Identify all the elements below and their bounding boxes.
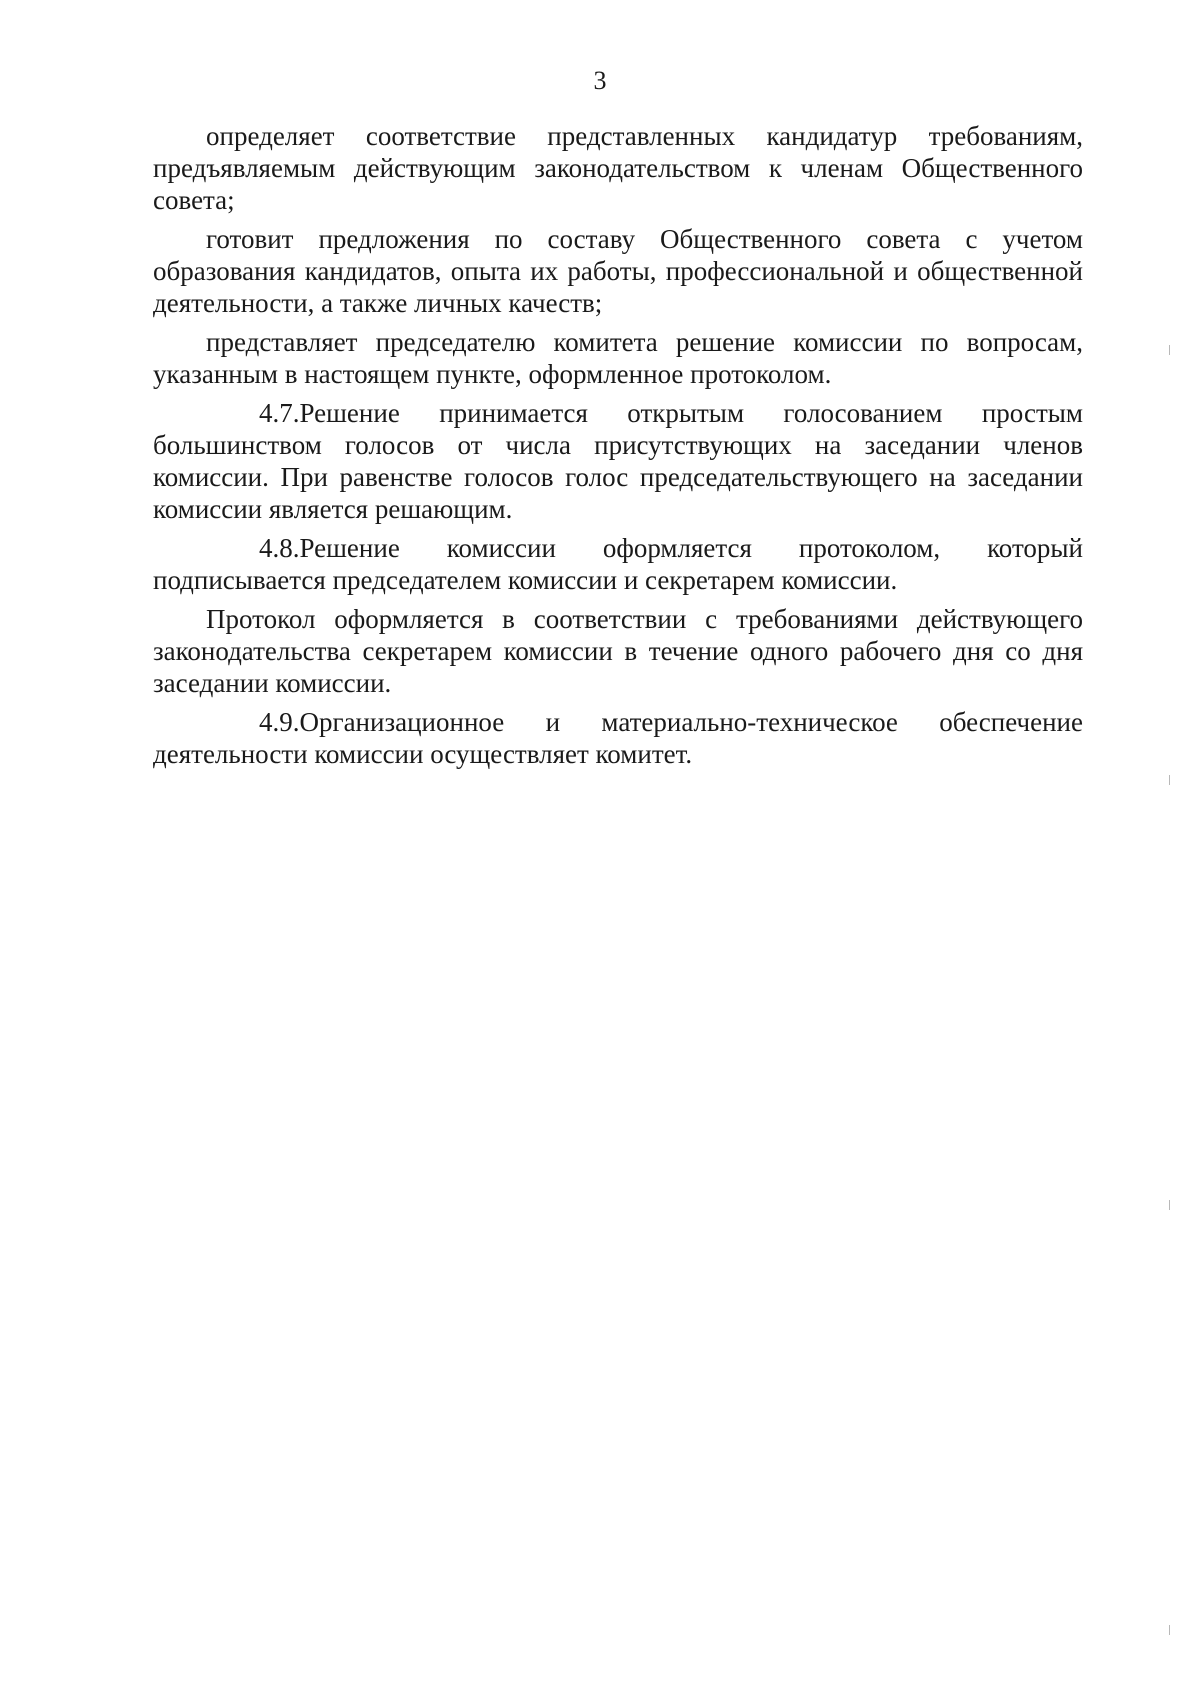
numbered-paragraph — [153, 532, 1083, 596]
clause-number: 4.8. — [259, 533, 300, 563]
paragraph — [153, 603, 1083, 699]
numbered-paragraph — [153, 397, 1083, 525]
page-number: 3 — [593, 66, 607, 95]
paragraph-text: Решение принимается открытым голосованием простым большинством голосов от числа присутствующих на заседании членов комиссии. При равенстве голосов голос председательствующего на заседании комиссии является решающим. — [153, 398, 1083, 524]
paragraph-text: Решение комиссии оформляется протоколом, который подписывается председателем комиссии и секретарем комиссии. — [153, 533, 1083, 595]
paragraph-text: определяет соответствие представленных кандидатур требованиям, предъявляемым действующим законодательством к членам Общественного совета; — [153, 121, 1083, 215]
numbered-paragraph — [153, 706, 1083, 770]
paragraph-text: готовит предложения по составу Общественного совета с учетом образования кандидатов, опыта их работы, профессиональной и общественной деятельности, а также личных качеств; — [153, 224, 1083, 318]
paragraph-text: представляет председателю комитета решение комиссии по вопросам, указанным в настоящем пункте, оформленное протоколом. — [153, 327, 1083, 389]
paragraph — [153, 120, 1083, 216]
scan-mark — [1169, 1200, 1170, 1210]
paragraph-text: Протокол оформляется в соответствии с требованиями действующего законодательства секретарем комиссии в течение одного рабочего дня со дня заседании комиссии. — [153, 604, 1083, 698]
document-body — [153, 120, 1083, 777]
clause-number: 4.9. — [259, 707, 300, 737]
clause-number: 4.7. — [259, 398, 300, 428]
paragraph — [153, 326, 1083, 390]
paragraph-text: Организационное и материально-техническое обеспечение деятельности комиссии осуществляет комитет. — [153, 707, 1083, 769]
scan-mark — [1169, 775, 1170, 785]
paragraph — [153, 223, 1083, 319]
scan-mark — [1169, 1625, 1170, 1635]
scan-mark — [1169, 345, 1170, 355]
